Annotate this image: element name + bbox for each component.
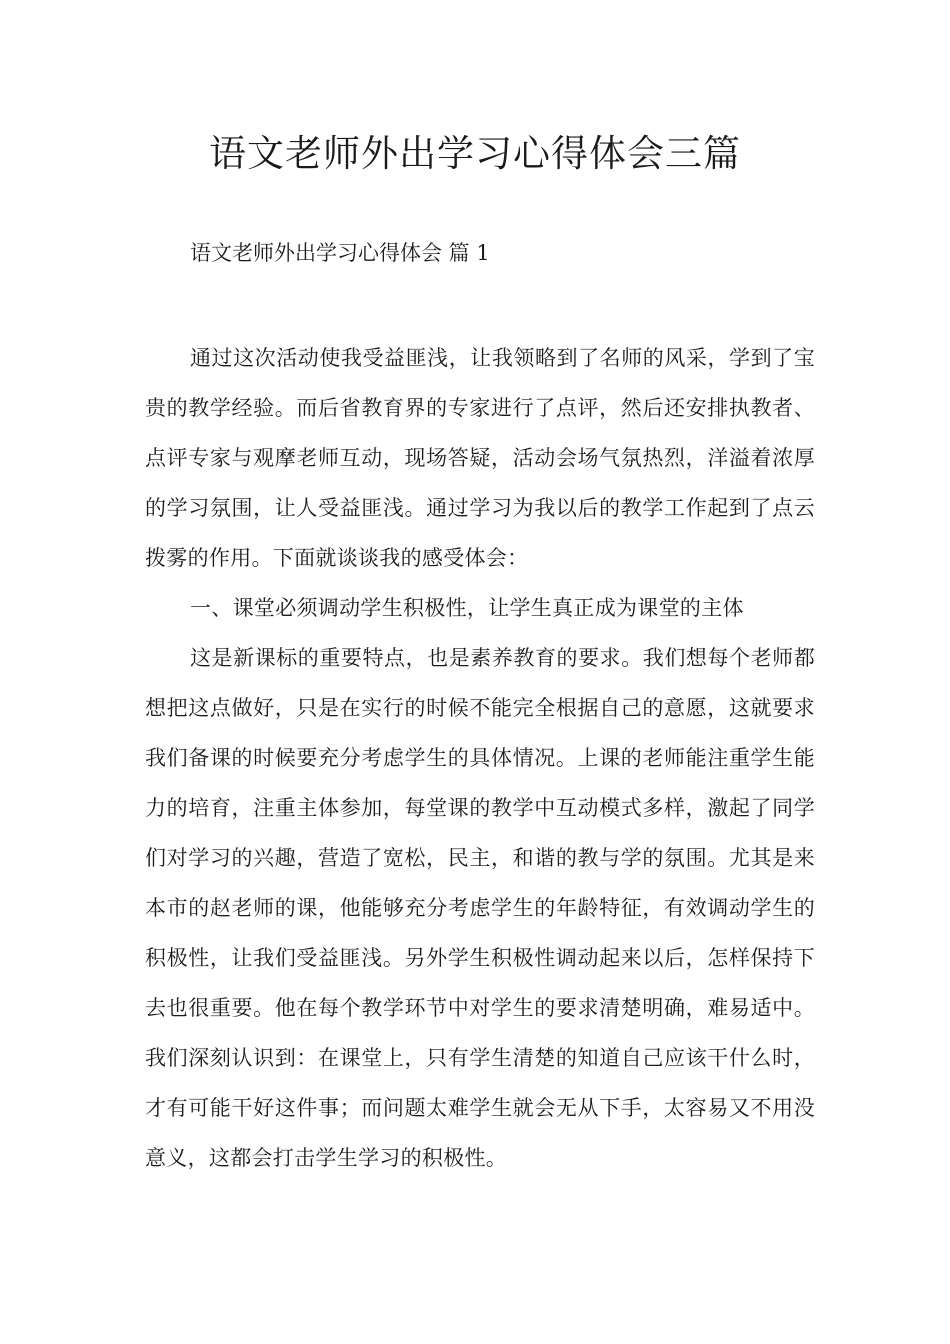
paragraph-point-one-body: 这是新课标的重要特点，也是素养教育的要求。我们想每个老师都想把这点做好，只是在实行的时候不能完全根据自己的意愿，这就要求我们备课的时候要充分考虑学生的具体情况。上课的老师能注重学生能力的培育，注重主体参加，每堂课的教学中互动模式多样，激起了同学们对学习的兴趣，营造了宽松，民主，和谐的教与学的氛围。尤其是来本市的赵老师的课，他能够充分考虑学生的年龄特征，有效调动学生的积极性，让我们受益匪浅。另外学生积极性调动起来以后，怎样保持下去也很重要。他在每个教学环节中对学生的要求清楚明确，难易适中。我们深刻认识到：在课堂上，只有学生清楚的知道自己应该干什么时，才有可能干好这件事；而问题太难学生就会无从下手，太容易又不用没意义，这都会打击学生学习的积极性。	[145, 646, 815, 1170]
paragraph-intro: 通过这次活动使我受益匪浅，让我领略到了名师的风采，学到了宝贵的教学经验。而后省教育界的专家进行了点评，然后还安排执教者、点评专家与观摩老师互动，现场答疑，活动会场气氛热烈，洋溢着浓厚的学习氛围，让人受益匪浅。通过学习为我以后的教学工作起到了点云拨雾的作用。下面就谈谈我的感受体会：	[145, 346, 815, 570]
paragraph-point-one-heading: 一、课堂必须调动学生积极性，让学生真正成为课堂的主体	[190, 596, 744, 620]
document-body	[145, 333, 815, 1183]
section-heading: 语文老师外出学习心得体会 篇 1	[190, 241, 490, 265]
document-title: 语文老师外出学习心得体会三篇	[209, 132, 741, 175]
